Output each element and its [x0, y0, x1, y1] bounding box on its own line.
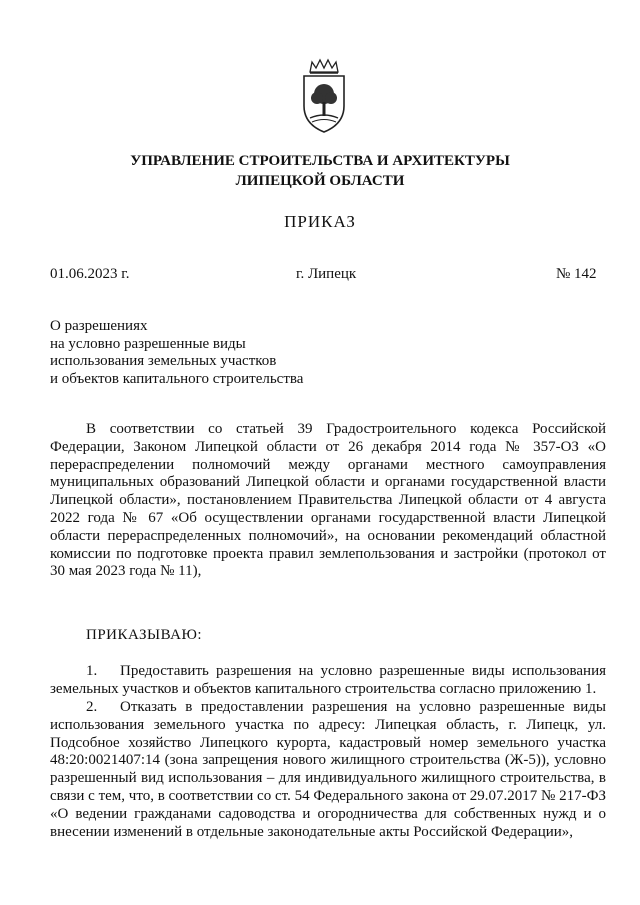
- order-directive-word: ПРИКАЗЫВАЮ:: [86, 627, 203, 643]
- document-subject: [50, 318, 303, 388]
- subject-line: использования земельных участков: [50, 353, 277, 370]
- document-type-title: ПРИКАЗ: [284, 212, 356, 231]
- organization-name-line2: ЛИПЕЦКОЙ ОБЛАСТИ: [235, 173, 405, 189]
- order-item-1: [50, 663, 606, 699]
- order-item-text: Отказать в предоставлении разрешения на условно разрешенные виды использования земельного участка по адресу: Липецкая область, г. Липецк, ул. Подсобное хозяйство Липецкого курорта, кадастровый номер земельного участка 48:20:0021407:14 (зона запрещения нового жилищного строительства (Ж-5)), условно разрешенный вид использования – для индивидуального жилищного строительства, в связи с тем, что, в соответствии со ст. 54 Федерального закона от 29.07.2017 № 217-ФЗ «О ведении гражданами садоводства и огородничества для собственных нужд и о внесении изменений в отдельные законодательные акты Российской Федерации»,: [50, 699, 606, 840]
- order-item-2: [50, 699, 606, 841]
- preamble-paragraph: В соответствии со статьей 39 Градостроительного кодекса Российской Федерации, Законом Липецкой области от 26 декабря 2014 года № 357-ОЗ «О перераспределении полномочий между органами местного самоуправления муниципальных образований Липецкой области и органами государственной власти Липецкой области», постановлением Правительства Липецкой области от 4 августа 2022 года № 67 «Об осуществлении органами государственной власти Липецкой области перераспределенных полномочий», на основании рекомендаций областной комиссии по подготовке проекта правил землепользования и застройки (протокол от 30 мая 2023 года № 11),: [50, 421, 606, 580]
- document-city: г. Липецк: [296, 266, 357, 282]
- lipetsk-region-coat-of-arms-icon: [300, 58, 348, 134]
- subject-line: на условно разрешенные виды: [50, 335, 246, 352]
- organization-name: [0, 151, 640, 191]
- order-item-number: 1.: [86, 663, 98, 679]
- subject-line: и объектов капитального строительства: [50, 370, 304, 387]
- order-item-number: 2.: [86, 699, 98, 715]
- document-date: 01.06.2023 г.: [50, 266, 130, 282]
- subject-line: О разрешениях: [50, 318, 148, 334]
- order-item-text: Предоставить разрешения на условно разрешенные виды использования земельных участков и объектов капитального строительства согласно приложению 1.: [50, 663, 606, 697]
- document-number: № 142: [556, 266, 597, 282]
- organization-name-line1: УПРАВЛЕНИЕ СТРОИТЕЛЬСТВА И АРХИТЕКТУРЫ: [130, 153, 510, 169]
